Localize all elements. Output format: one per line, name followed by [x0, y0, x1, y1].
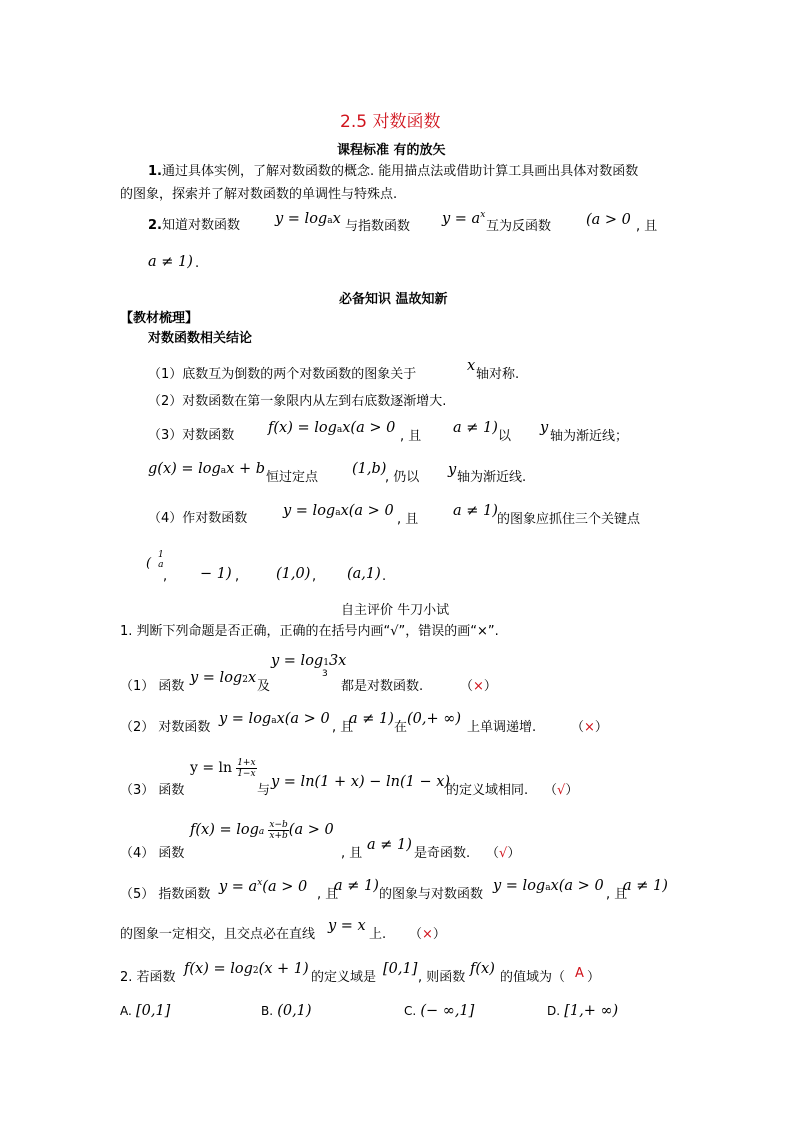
page-title: 2.5 对数函数	[340, 112, 441, 132]
conclusion-3-with: 以	[498, 429, 512, 444]
prop-2-cond: a ≠ 1)	[349, 711, 394, 727]
keypoint-end: .	[382, 569, 387, 584]
keypoint-3: (a,1)	[347, 566, 381, 582]
prop-4-label: （4） 函数	[120, 846, 185, 861]
prop-2-text: 上单调递增.	[467, 720, 537, 735]
prop-5-answer: （×）	[409, 927, 446, 942]
keypoint-comma-2: ,	[235, 569, 240, 584]
prop-5-formula-b: y = logax(a > 0	[493, 878, 604, 894]
prop-3-formula-b: y = ln(1 + x) − ln(1 − x)	[271, 774, 451, 790]
prop-2-and: , 且	[332, 720, 354, 735]
prop-3-and: 与	[257, 783, 271, 798]
keypoint-comma-1: ,	[163, 569, 168, 584]
conclusion-3: （3）对数函数	[148, 428, 235, 443]
prop-5-label: （5） 指数函数	[120, 887, 211, 902]
std2-text-e: .	[195, 256, 200, 271]
std2-text-c: 互为反函数	[486, 219, 552, 234]
option-c-label: C.	[404, 1004, 417, 1018]
conclusion-4-formula: y = logax(a > 0	[283, 503, 394, 519]
prop-5-line2: 的图象一定相交，且交点必在直线	[120, 927, 316, 942]
keypoint-fraction: 1 a	[158, 550, 164, 570]
standard-2	[148, 214, 240, 233]
prop-2-interval: (0,+ ∞)	[407, 711, 461, 727]
option-c-value: (− ∞,1]	[420, 1003, 475, 1019]
std2-exp-formula: $y = a^x$	[442, 210, 486, 227]
conclusion-4: （4）作对数函数	[148, 511, 248, 526]
prop-1-label: （1） 函数	[120, 679, 185, 694]
conclusions-heading: 对数函数相关结论	[148, 331, 253, 346]
standard-heading: 课程标准 有的放矢	[337, 143, 446, 158]
prop-2-in: 在	[394, 720, 408, 735]
question-2-interval: [0,1]	[383, 961, 418, 977]
option-d-label: D.	[547, 1004, 561, 1018]
prop-2-formula: y = logax(a > 0	[219, 711, 330, 727]
prop-1-answer: （×）	[460, 679, 497, 694]
prop-4-text: 是奇函数.	[414, 846, 471, 861]
standard-1-text: 通过具体实例，了解对数函数的概念. 能用描点法或借助计算工具画出具体对数函数	[161, 164, 639, 179]
question-1-intro: 1. 判断下列命题是否正确，正确的在括号内画“√”，错误的画“×”.	[120, 624, 499, 639]
question-2-fx: f(x)	[470, 961, 495, 977]
prop-4-and: , 且	[341, 846, 363, 861]
question-2-close: ）	[587, 970, 601, 985]
option-a-value: [0,1]	[135, 1003, 171, 1019]
conclusion-3-cond: a ≠ 1)	[453, 420, 498, 436]
prop-5-text: 的图象与对数函数	[379, 887, 484, 902]
prop-5-cond-b: a ≠ 1)	[623, 878, 668, 894]
conclusion-1-x: x	[467, 358, 476, 374]
conclusion-3-formula: f(x) = logax(a > 0	[268, 420, 396, 436]
std2-condition-2: a ≠ 1)	[148, 254, 193, 270]
prop-1-formula-a: y = log2x	[190, 670, 257, 686]
prop-2-label: （2） 对数函数	[120, 720, 211, 735]
prop-3-formula-a: y = ln $\frac{1+x}{1-x}$	[190, 758, 256, 779]
question-2-answer: A	[575, 966, 584, 981]
prop-4-cond: a ≠ 1)	[367, 837, 412, 853]
prop-1-text: 都是对数函数.	[341, 679, 424, 694]
prop-5-and: , 且	[317, 887, 339, 902]
standard-1-line2: 的图象，探索并了解对数函数的单调性与特殊点.	[120, 187, 398, 202]
knowledge-heading: 必备知识 温故知新	[339, 292, 448, 307]
keypoint-1: − 1)	[200, 566, 232, 582]
prop-5-on: 上.	[369, 927, 387, 942]
prop-1-subscript: 3	[322, 669, 328, 679]
option-d	[547, 1003, 618, 1019]
conclusion-3b-still: , 仍以	[385, 470, 420, 485]
question-2-formula: f(x) = log2(x + 1)	[184, 961, 309, 977]
option-c	[404, 1003, 474, 1019]
option-d-value: [1,+ ∞)	[564, 1003, 619, 1019]
keypoint-2: (1,0)	[276, 566, 311, 582]
conclusion-3b-end: 轴为渐近线.	[457, 470, 527, 485]
prop-3-answer: （√）	[544, 783, 579, 798]
std2-condition: (a > 0	[586, 212, 631, 228]
conclusion-1-end: 轴对称.	[476, 367, 520, 382]
conclusion-3b-formula: g(x) = logax + b	[148, 461, 265, 477]
prop-5-cond-a: a ≠ 1)	[334, 878, 379, 894]
textbook-heading: 【教材梳理】	[120, 311, 199, 326]
conclusion-4-end: 的图象应抓住三个关键点	[497, 512, 641, 527]
conclusion-4-cond: a ≠ 1)	[453, 503, 498, 519]
std2-text-d: , 且	[636, 219, 658, 234]
keypoint-comma-3: ,	[312, 569, 317, 584]
option-a	[120, 1003, 170, 1019]
prop-4-answer: （√）	[486, 846, 521, 861]
prop-3-label: （3） 函数	[120, 783, 185, 798]
prop-1-and: 及	[257, 679, 271, 694]
conclusion-3-y: y	[540, 420, 549, 436]
option-b-value: (0,1)	[277, 1003, 312, 1019]
conclusion-3b-y: y	[448, 462, 457, 478]
prop-5-and-2: , 且	[606, 887, 628, 902]
option-a-label: A.	[120, 1004, 132, 1018]
question-2-label: 2. 若函数	[120, 970, 176, 985]
prop-5-line: y = x	[328, 918, 366, 934]
option-b	[261, 1003, 312, 1019]
standard-2-text: 知道对数函数	[161, 218, 240, 233]
conclusion-3b-text: 恒过定点	[266, 470, 319, 485]
conclusion-4-and: , 且	[397, 512, 419, 527]
prop-2-answer: （×）	[571, 720, 608, 735]
conclusion-3b-point: (1,b)	[352, 461, 387, 477]
standard-1-line1	[148, 160, 638, 179]
prop-3-text: 的定义域相同.	[446, 783, 529, 798]
question-2-then: , 则函数	[418, 970, 466, 985]
conclusion-3-end: 轴为渐近线；	[550, 429, 629, 444]
prop-5-formula-a: $y = a^x(a > 0$	[219, 878, 308, 895]
conclusion-3-and: , 且	[400, 429, 422, 444]
std2-text-b: 与指数函数	[345, 219, 411, 234]
standard-2-label: 2.	[148, 218, 162, 233]
standard-1-label: 1.	[148, 164, 162, 179]
keypoint-open: (	[146, 556, 152, 571]
prop-4-formula: f(x) = loga $\frac{x-b}{x+b}$ (a > 0	[190, 820, 334, 841]
self-eval-heading: 自主评价 牛刀小试	[341, 603, 450, 618]
std2-log-formula: y = logax	[275, 211, 341, 227]
option-b-label: B.	[261, 1004, 274, 1018]
prop-1-formula-b: y = log13x	[271, 653, 347, 669]
question-2-domain: 的定义域是	[311, 970, 377, 985]
conclusion-1: （1）底数互为倒数的两个对数函数的图象关于	[148, 367, 417, 382]
conclusion-2: （2）对数函数在第一象限内从左到右底数逐渐增大.	[148, 394, 447, 409]
question-2-range: 的值域为（	[500, 970, 566, 985]
